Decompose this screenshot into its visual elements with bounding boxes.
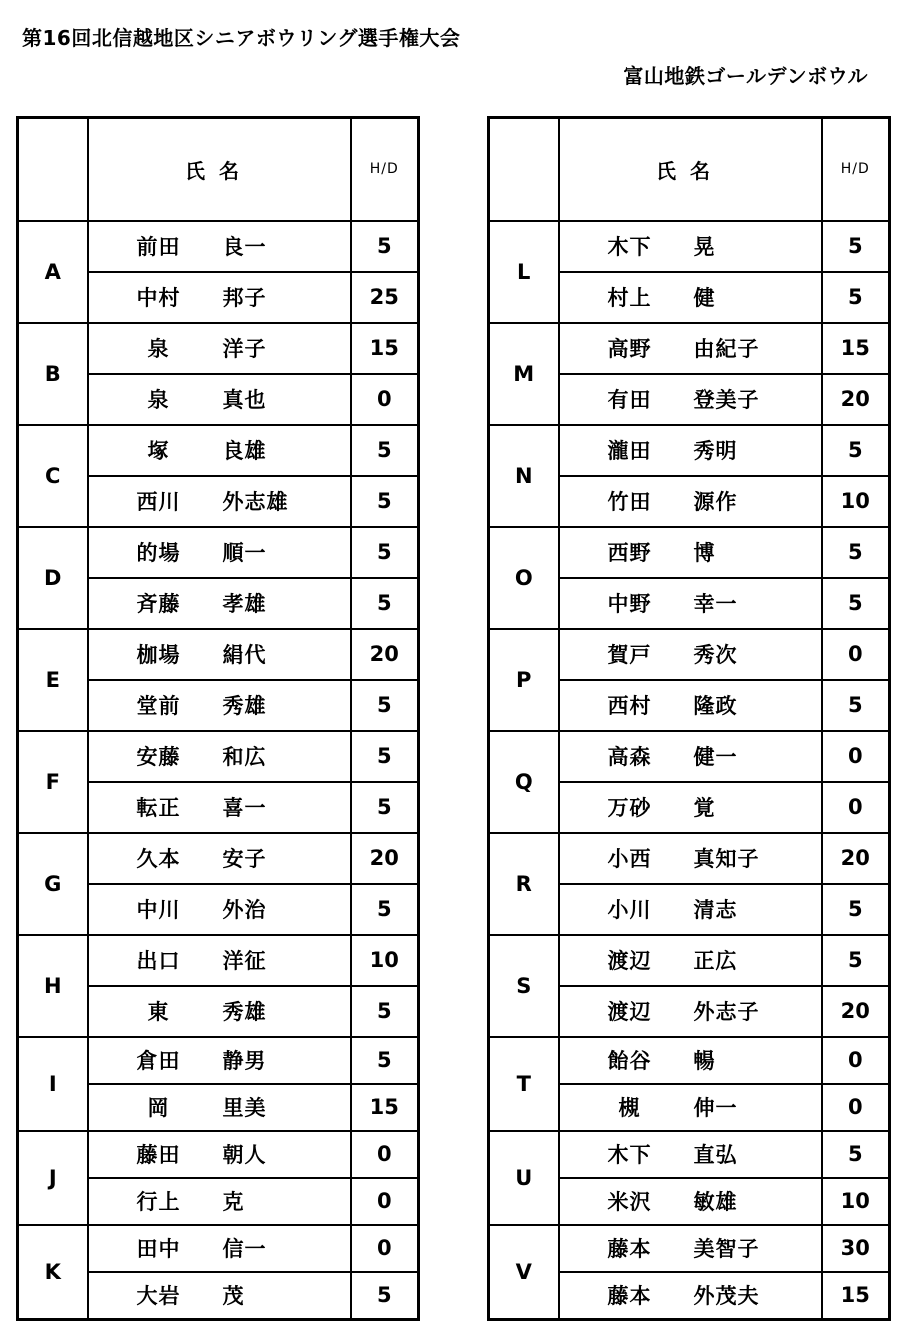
player-given-name: 幸一: [693, 592, 738, 616]
player-handicap: 10: [822, 1178, 890, 1225]
player-name: [89, 426, 350, 475]
player-given-name: 健: [693, 286, 716, 310]
player-name-cell: [559, 1037, 822, 1084]
player-handicap: 20: [351, 833, 419, 884]
player-surname: 木下: [607, 235, 652, 259]
player-row: [18, 1225, 419, 1272]
player-name: [89, 324, 350, 373]
group-label: C: [18, 425, 88, 527]
player-given-name: 伸一: [693, 1096, 738, 1120]
player-name: [89, 732, 350, 781]
player-surname: 村上: [607, 286, 652, 310]
player-surname: 泉: [147, 388, 170, 412]
player-name-cell: [559, 1272, 822, 1320]
player-name-cell: [88, 1225, 351, 1272]
player-name: [89, 1038, 350, 1083]
player-row: [489, 731, 890, 782]
player-given-name: 外茂夫: [693, 1284, 760, 1308]
player-handicap: 5: [351, 221, 419, 272]
player-handicap: 15: [822, 323, 890, 374]
player-surname: 岡: [147, 1096, 170, 1120]
player-surname: 賀戸: [607, 643, 652, 667]
player-name: [560, 630, 821, 679]
player-row: [18, 1037, 419, 1084]
player-given-name: 晃: [693, 235, 716, 259]
player-surname: 瀧田: [607, 439, 652, 463]
header-row: [489, 118, 890, 221]
player-given-name: 孝雄: [222, 592, 267, 616]
player-name-cell: [559, 935, 822, 986]
player-name: [89, 273, 350, 322]
player-row: [18, 731, 419, 782]
player-name-cell: [559, 833, 822, 884]
player-name-cell: [88, 374, 351, 425]
player-name-cell: [559, 884, 822, 935]
group-label: I: [18, 1037, 88, 1131]
group-label: L: [489, 221, 559, 323]
player-handicap: 5: [351, 731, 419, 782]
header-group-cell: [18, 118, 88, 221]
player-name: [560, 681, 821, 730]
player-given-name: 静男: [222, 1049, 267, 1073]
group-label: P: [489, 629, 559, 731]
player-surname: 大岩: [136, 1284, 181, 1308]
group-label: G: [18, 833, 88, 935]
player-handicap: 20: [822, 986, 890, 1037]
player-name: [89, 1179, 350, 1224]
player-name-cell: [88, 629, 351, 680]
player-surname: 高森: [607, 745, 652, 769]
header-group-cell: [489, 118, 559, 221]
player-name: [89, 1132, 350, 1177]
group-label: J: [18, 1131, 88, 1225]
player-handicap: 10: [822, 476, 890, 527]
player-handicap: 5: [822, 527, 890, 578]
player-handicap: 5: [351, 425, 419, 476]
player-name-cell: [88, 986, 351, 1037]
player-name: [89, 477, 350, 526]
player-given-name: 覚: [693, 796, 716, 820]
player-given-name: 清志: [693, 898, 738, 922]
player-handicap: 5: [822, 221, 890, 272]
player-row: [489, 1037, 890, 1084]
player-given-name: 秀雄: [222, 1000, 267, 1024]
player-surname: 出口: [136, 949, 181, 973]
player-surname: 中川: [136, 898, 181, 922]
player-handicap: 20: [822, 833, 890, 884]
player-surname: 倉田: [136, 1049, 181, 1073]
player-surname: 渡辺: [607, 949, 652, 973]
player-name: [560, 273, 821, 322]
player-handicap: 0: [351, 1131, 419, 1178]
player-row: [489, 935, 890, 986]
player-handicap: 0: [822, 1037, 890, 1084]
player-given-name: 里美: [222, 1096, 267, 1120]
player-name: [560, 579, 821, 628]
player-given-name: 順一: [222, 541, 267, 565]
player-name: [560, 1132, 821, 1177]
player-surname: 万砂: [607, 796, 652, 820]
player-row: [18, 629, 419, 680]
player-row: [18, 527, 419, 578]
player-name-cell: [88, 425, 351, 476]
player-surname: 斉藤: [136, 592, 181, 616]
group-label: O: [489, 527, 559, 629]
player-surname: 久本: [136, 847, 181, 871]
player-surname: 藤本: [607, 1284, 652, 1308]
player-surname: 有田: [607, 388, 652, 412]
group-label: M: [489, 323, 559, 425]
player-surname: 飴谷: [607, 1049, 652, 1073]
player-given-name: 登美子: [693, 388, 760, 412]
player-surname: 堂前: [136, 694, 181, 718]
player-name: [89, 936, 350, 985]
player-handicap: 5: [822, 680, 890, 731]
player-name-cell: [559, 629, 822, 680]
player-given-name: 博: [693, 541, 716, 565]
player-handicap: 0: [351, 1178, 419, 1225]
player-name-cell: [559, 323, 822, 374]
player-row: [489, 833, 890, 884]
player-handicap: 0: [351, 1225, 419, 1272]
header-hd: H/D: [822, 118, 890, 221]
player-handicap: 5: [351, 1037, 419, 1084]
group-label: K: [18, 1225, 88, 1320]
player-name: [560, 1226, 821, 1271]
player-name-cell: [88, 1272, 351, 1320]
player-name-cell: [88, 221, 351, 272]
player-name-cell: [88, 680, 351, 731]
player-given-name: 克: [222, 1190, 245, 1214]
roster-table-left: [16, 116, 420, 1321]
player-given-name: 健一: [693, 745, 738, 769]
header-hd: H/D: [351, 118, 419, 221]
player-given-name: 源作: [693, 490, 738, 514]
player-surname: 竹田: [607, 490, 652, 514]
player-surname: 中野: [607, 592, 652, 616]
player-given-name: 朝人: [222, 1143, 267, 1167]
player-handicap: 20: [822, 374, 890, 425]
player-name-cell: [559, 731, 822, 782]
player-name: [560, 528, 821, 577]
player-name-cell: [559, 527, 822, 578]
player-name-cell: [88, 1178, 351, 1225]
player-handicap: 5: [822, 884, 890, 935]
player-surname: 前田: [136, 235, 181, 259]
player-surname: 小川: [607, 898, 652, 922]
player-name: [560, 783, 821, 832]
player-given-name: 良雄: [222, 439, 267, 463]
player-name-cell: [559, 374, 822, 425]
header-name: 氏名: [88, 118, 351, 221]
player-name-cell: [559, 1225, 822, 1272]
player-name-cell: [88, 935, 351, 986]
player-name: [560, 477, 821, 526]
player-surname: 安藤: [136, 745, 181, 769]
player-handicap: 30: [822, 1225, 890, 1272]
player-name: [560, 1273, 821, 1318]
player-surname: 中村: [136, 286, 181, 310]
player-given-name: 洋子: [222, 337, 267, 361]
group-label: U: [489, 1131, 559, 1225]
player-name: [560, 375, 821, 424]
player-row: [18, 935, 419, 986]
group-label: B: [18, 323, 88, 425]
player-handicap: 15: [351, 323, 419, 374]
player-name-cell: [559, 578, 822, 629]
player-surname: 小西: [607, 847, 652, 871]
player-name: [89, 1273, 350, 1318]
player-name: [89, 681, 350, 730]
header-name: 氏名: [559, 118, 822, 221]
player-name: [89, 579, 350, 628]
player-surname: 的場: [136, 541, 181, 565]
player-handicap: 20: [351, 629, 419, 680]
player-row: [489, 1131, 890, 1178]
player-name-cell: [88, 1084, 351, 1131]
player-name-cell: [559, 476, 822, 527]
player-row: [18, 1131, 419, 1178]
player-surname: 渡辺: [607, 1000, 652, 1024]
player-handicap: 5: [351, 986, 419, 1037]
player-given-name: 邦子: [222, 286, 267, 310]
player-handicap: 5: [822, 272, 890, 323]
player-name-cell: [88, 323, 351, 374]
player-surname: 高野: [607, 337, 652, 361]
player-given-name: 外治: [222, 898, 267, 922]
player-given-name: 真知子: [693, 847, 760, 871]
player-surname: 東: [147, 1000, 170, 1024]
group-label: V: [489, 1225, 559, 1320]
player-given-name: 信一: [222, 1237, 267, 1261]
player-handicap: 5: [822, 578, 890, 629]
venue-name: 富山地鉄ゴールデンボウル: [623, 64, 868, 88]
player-handicap: 0: [822, 629, 890, 680]
player-surname: 西野: [607, 541, 652, 565]
player-given-name: 外志子: [693, 1000, 760, 1024]
player-row: [489, 425, 890, 476]
player-row: [489, 221, 890, 272]
player-name: [560, 936, 821, 985]
player-surname: 転正: [136, 796, 181, 820]
player-name: [560, 222, 821, 271]
player-name-cell: [559, 1131, 822, 1178]
player-given-name: 絹代: [222, 643, 267, 667]
player-handicap: 15: [822, 1272, 890, 1320]
player-name: [89, 630, 350, 679]
player-name: [89, 885, 350, 934]
player-handicap: 0: [822, 731, 890, 782]
player-handicap: 15: [351, 1084, 419, 1131]
player-row: [18, 221, 419, 272]
player-name: [89, 1085, 350, 1130]
group-label: H: [18, 935, 88, 1037]
player-row: [18, 833, 419, 884]
roster-table-right: [487, 116, 891, 1321]
player-surname: 西村: [607, 694, 652, 718]
player-name-cell: [559, 272, 822, 323]
player-given-name: 正広: [693, 949, 738, 973]
player-name: [89, 987, 350, 1036]
player-handicap: 0: [351, 374, 419, 425]
player-row: [489, 1225, 890, 1272]
document-title: 第16回北信越地区シニアボウリング選手権大会: [22, 26, 461, 50]
player-name-cell: [88, 527, 351, 578]
group-label: F: [18, 731, 88, 833]
player-name: [560, 324, 821, 373]
player-row: [18, 323, 419, 374]
player-row: [489, 629, 890, 680]
player-given-name: 真也: [222, 388, 267, 412]
player-name: [89, 375, 350, 424]
player-handicap: 5: [822, 935, 890, 986]
player-handicap: 5: [822, 425, 890, 476]
group-label: T: [489, 1037, 559, 1131]
player-name: [560, 885, 821, 934]
player-handicap: 5: [351, 527, 419, 578]
player-surname: 塚: [147, 439, 170, 463]
player-given-name: 外志雄: [222, 490, 289, 514]
player-given-name: 安子: [222, 847, 267, 871]
player-name-cell: [88, 731, 351, 782]
player-name-cell: [88, 782, 351, 833]
player-surname: 藤田: [136, 1143, 181, 1167]
header-row: [18, 118, 419, 221]
player-handicap: 10: [351, 935, 419, 986]
player-name-cell: [559, 221, 822, 272]
player-handicap: 5: [351, 476, 419, 527]
player-surname: 西川: [136, 490, 181, 514]
player-given-name: 敏雄: [693, 1190, 738, 1214]
player-name: [560, 987, 821, 1036]
player-name-cell: [559, 680, 822, 731]
group-label: N: [489, 425, 559, 527]
player-name-cell: [559, 425, 822, 476]
player-name: [89, 1226, 350, 1271]
group-label: S: [489, 935, 559, 1037]
player-name-cell: [88, 272, 351, 323]
player-name-cell: [88, 884, 351, 935]
player-name-cell: [88, 833, 351, 884]
player-name-cell: [559, 1084, 822, 1131]
player-name: [89, 834, 350, 883]
player-name: [560, 426, 821, 475]
player-given-name: 秀雄: [222, 694, 267, 718]
player-given-name: 直弘: [693, 1143, 738, 1167]
group-label: R: [489, 833, 559, 935]
player-name: [89, 783, 350, 832]
group-label: D: [18, 527, 88, 629]
player-name: [89, 528, 350, 577]
player-handicap: 5: [351, 884, 419, 935]
player-name-cell: [88, 1131, 351, 1178]
player-name: [89, 222, 350, 271]
player-given-name: 和広: [222, 745, 267, 769]
player-given-name: 喜一: [222, 796, 267, 820]
player-given-name: 洋征: [222, 949, 267, 973]
player-row: [489, 527, 890, 578]
player-name: [560, 1085, 821, 1130]
player-surname: 枷場: [136, 643, 181, 667]
group-label: Q: [489, 731, 559, 833]
group-label: A: [18, 221, 88, 323]
player-surname: 泉: [147, 337, 170, 361]
player-surname: 木下: [607, 1143, 652, 1167]
player-given-name: 秀次: [693, 643, 738, 667]
player-name-cell: [559, 782, 822, 833]
player-row: [18, 425, 419, 476]
player-name-cell: [88, 1037, 351, 1084]
player-surname: 米沢: [607, 1190, 652, 1214]
player-name: [560, 1038, 821, 1083]
player-given-name: 秀明: [693, 439, 738, 463]
player-name-cell: [88, 476, 351, 527]
player-name: [560, 834, 821, 883]
player-name-cell: [559, 1178, 822, 1225]
player-given-name: 暢: [693, 1049, 716, 1073]
player-surname: 行上: [136, 1190, 181, 1214]
player-given-name: 良一: [222, 235, 267, 259]
player-handicap: 5: [351, 782, 419, 833]
player-row: [489, 323, 890, 374]
group-label: E: [18, 629, 88, 731]
player-handicap: 25: [351, 272, 419, 323]
player-surname: 藤本: [607, 1237, 652, 1261]
player-handicap: 5: [351, 1272, 419, 1320]
player-surname: 槻: [618, 1096, 641, 1120]
player-name: [560, 732, 821, 781]
player-name-cell: [88, 578, 351, 629]
player-handicap: 5: [822, 1131, 890, 1178]
player-given-name: 隆政: [693, 694, 738, 718]
player-name: [560, 1179, 821, 1224]
player-name-cell: [559, 986, 822, 1037]
player-handicap: 5: [351, 680, 419, 731]
player-handicap: 5: [351, 578, 419, 629]
player-given-name: 茂: [222, 1284, 245, 1308]
player-surname: 田中: [136, 1237, 181, 1261]
player-given-name: 由紀子: [693, 337, 760, 361]
player-handicap: 0: [822, 782, 890, 833]
player-given-name: 美智子: [693, 1237, 760, 1261]
player-handicap: 0: [822, 1084, 890, 1131]
